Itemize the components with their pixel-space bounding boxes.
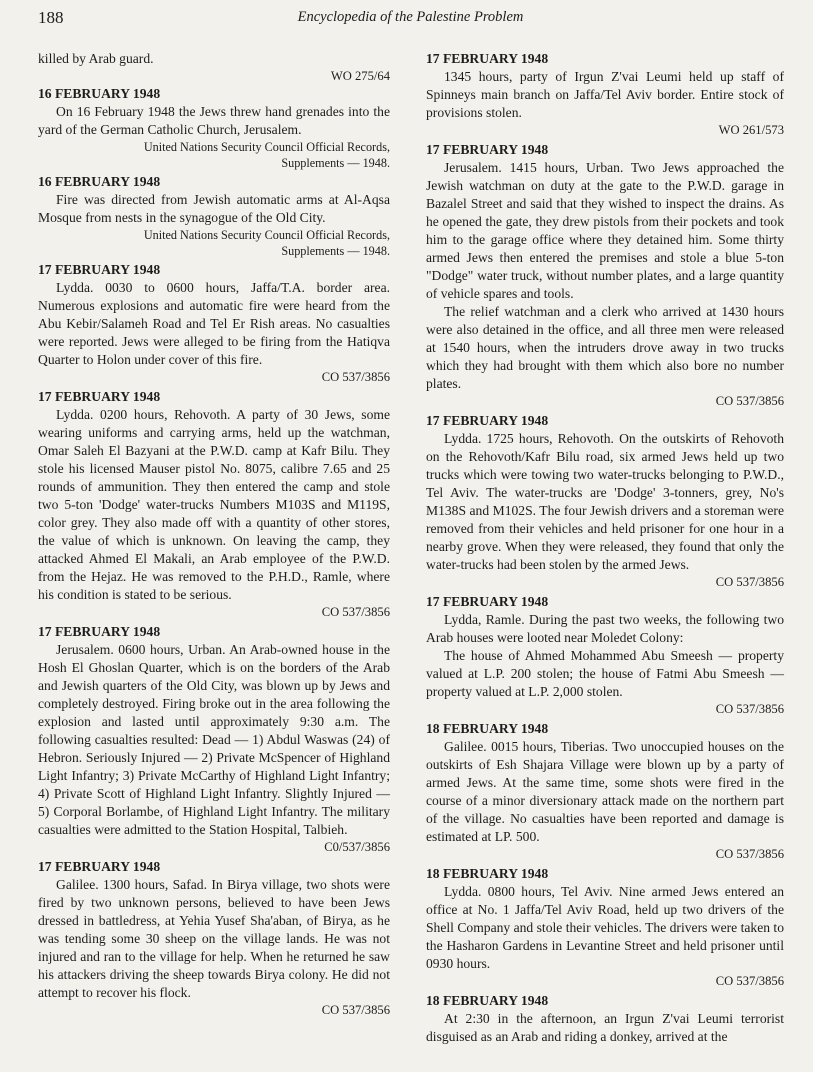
entry-paragraph: Fire was directed from Jewish automatic arms at Al-Aqsa Mosque from nests in the synagogue of the Old City. [38,192,390,225]
entry-ref: CO 537/3856 [715,394,784,408]
entry [38,858,390,1019]
page-number: 188 [38,8,64,27]
entry-paragraph: The house of Ahmed Mohammed Abu Smeesh — property valued at L.P. 200 stolen; the house of Fatmi Abu Smeesh — property valued at L.P. 2,000 stolen. [426,648,784,699]
entry-date: 16 FEBRUARY 1948 [38,86,161,101]
entry-ref: CO 537/3856 [321,1003,390,1017]
entry-ref: C0/537/3856 [324,840,390,854]
entry [426,992,784,1046]
entry-source: Supplements — 1948. [281,244,390,258]
entry-date: 18 FEBRUARY 1948 [426,721,549,736]
entry-paragraph: At 2:30 in the afternoon, an Irgun Z'vai Leumi terrorist disguised as an Arab and riding a donkey, arrived at the [426,1011,784,1044]
entry-ref: CO 537/3856 [715,702,784,716]
entry [426,865,784,990]
entry-paragraph: Lydda. 1725 hours, Rehovoth. On the outskirts of Rehovoth on the Rehovoth/Kafr Bilu road, six armed Jews held up two trucks which were towing two water-trucks belonging to P.W.D., Tel Aviv. The water-trucks are 'Dodge' 3-tonners, grey, No's M138S and M102S. The four Jewish drivers and a storeman were removed from their vehicles and held prisoner for one hour in a nearby grove. When they were released, they found that only the water-trucks had been stolen by the armed Jews. [426,431,784,572]
entry-ref: WO 261/573 [718,123,784,137]
entry-paragraph: 1345 hours, party of Irgun Z'vai Leumi held up staff of Spinneys main branch on Jaffa/Tel Aviv border. Entire stock of provisions stolen. [426,69,784,120]
entry-ref: CO 537/3856 [321,370,390,384]
page-header [38,8,783,30]
entry [426,412,784,591]
entry-date: 17 FEBRUARY 1948 [426,51,549,66]
entry [38,261,390,386]
entry-date: 18 FEBRUARY 1948 [426,866,549,881]
continuation-text: killed by Arab guard. [38,51,154,66]
entry [38,623,390,856]
entry-date: 16 FEBRUARY 1948 [38,174,161,189]
entry-date: 17 FEBRUARY 1948 [426,413,549,428]
entry-date: 17 FEBRUARY 1948 [38,262,161,277]
entry-ref: CO 537/3856 [715,847,784,861]
right-column [426,50,784,1048]
entry [426,141,784,410]
running-title: Encyclopedia of the Palestine Problem [297,9,524,25]
entry-paragraph: Galilee. 0015 hours, Tiberias. Two unoccupied houses on the outskirts of Esh Shajara Village were blown up by a party of armed Jews. At the same time, some shots were fired in the course of a minor diversionary attack made on the northern part of the village. No casualties have been reported and damage is estimated at LP. 500. [426,739,784,844]
entry-source: United Nations Security Council Official Records, [143,228,390,242]
entry-date: 17 FEBRUARY 1948 [38,624,161,639]
entry [38,388,390,621]
entry-paragraph: Lydda. 0030 to 0600 hours, Jaffa/T.A. border area. Numerous explosions and automatic fire were heard from the Abu Kebir/Salameh Road and Tel Er Rish areas. No casualties were reported. Jews were alleged to be firing from the Hatiqva Quarter to Holon under cover of this fire. [38,280,390,367]
entry [426,720,784,863]
entry-date: 17 FEBRUARY 1948 [38,859,161,874]
entry-paragraph: Lydda, Ramle. During the past two weeks, the following two Arab houses were looted near Moledet Colony: [426,612,784,645]
continuation-ref: WO 275/64 [330,69,390,83]
entry-paragraph: The relief watchman and a clerk who arrived at 1430 hours were also detained in the office, and all three men were released at 1540 hours, when the intruders drove away in two trucks which they had brought with them which also bore no number plates. [426,304,784,391]
entry-paragraph: Lydda. 0200 hours, Rehovoth. A party of 30 Jews, some wearing uniforms and carrying arms, held up the watchman, Omar Saleh El Bazyani at the P.W.D. camp at Kafr Bilu. They stole his licensed Mauser pistol No. 8075, calibre 7.65 and 25 rounds of ammunition. They then entered the camp and stole two 5-ton 'Dodge' water-trucks Numbers M103S and M119S, color grey. They also made off with a quantity of other stores, the value of which is unknown. On leaving the camp, they attacked Ahmed El Makali, an Arab employee of the P.W.D. from the Hejaz. He was removed to the P.H.D., Ramle, where his condition is stated to be serious. [38,407,390,602]
entry-paragraph: Jerusalem. 0600 hours, Urban. An Arab-owned house in the Hosh El Ghoslan Quarter, which is on the borders of the Arab and Jewish quarters of the Old City, was blown up by Jews and completely destroyed. Firing broke out in the area following the explosion and lasted until approximately 9:30 a.m. The following casualties resulted: Dead — 1) Abdul Waswas (24) of Hebron. Seriously Injured — 2) Private McSpencer of Highland Light Infantry; 3) Private McCarthy of Highland Light Infantry; 4) Private Scott of Highland Light Infantry. Slightly Injured — 5) Corporal Borlambe, of Highland Light Infantry. The military casualties were admitted to the Station Hospital, Talbieh. [38,642,390,837]
entry [426,50,784,139]
entry [38,173,390,259]
entry-paragraph: Jerusalem. 1415 hours, Urban. Two Jews approached the Jewish watchman on duty at the gate to the P.W.D. garage in Bazalel Street and said that they wished to inspect the drains. As he opened the gate, they drew pistols from their pockets and took him to the garage office where they detained him. Some thirty armed Jews then entered the premises and stole a blue 5-ton "Dodge" water truck, without number plates, and a large quantity of vehicle spares and tools. [426,160,784,301]
entry-date: 18 FEBRUARY 1948 [426,993,549,1008]
entry-paragraph: Galilee. 1300 hours, Safad. In Birya village, two shots were fired by two unknown persons, believed to have been Jews dressed in battledress, at Yehia Yusef Sha'aban, of Birya, as he was tending some 30 sheep on the village lands. He was not injured and ran to the village for help. When he returned he saw his attackers driving the sheep towards Birya colony. He did not attempt to recover his flock. [38,877,390,1000]
entry-source: United Nations Security Council Official Records, [143,140,390,154]
entry [38,85,390,171]
entry-date: 17 FEBRUARY 1948 [426,142,549,157]
entry-ref: CO 537/3856 [321,605,390,619]
entry-source: Supplements — 1948. [281,156,390,170]
entry-paragraph: Lydda. 0800 hours, Tel Aviv. Nine armed Jews entered an office at No. 1 Jaffa/Tel Aviv Road, held up two drivers of the Shell Company and stole their vehicles. The drivers were taken to the Hasharon Gardens in Levantine Street and held prisoner until 0930 hours. [426,884,784,971]
entry-paragraph: On 16 February 1948 the Jews threw hand grenades into the yard of the German Catholic Church, Jerusalem. [38,104,390,137]
left-column [38,50,390,1021]
entry-date: 17 FEBRUARY 1948 [38,389,161,404]
entry [426,593,784,718]
entry-ref: CO 537/3856 [715,575,784,589]
entry-date: 17 FEBRUARY 1948 [426,594,549,609]
entry-ref: CO 537/3856 [715,974,784,988]
